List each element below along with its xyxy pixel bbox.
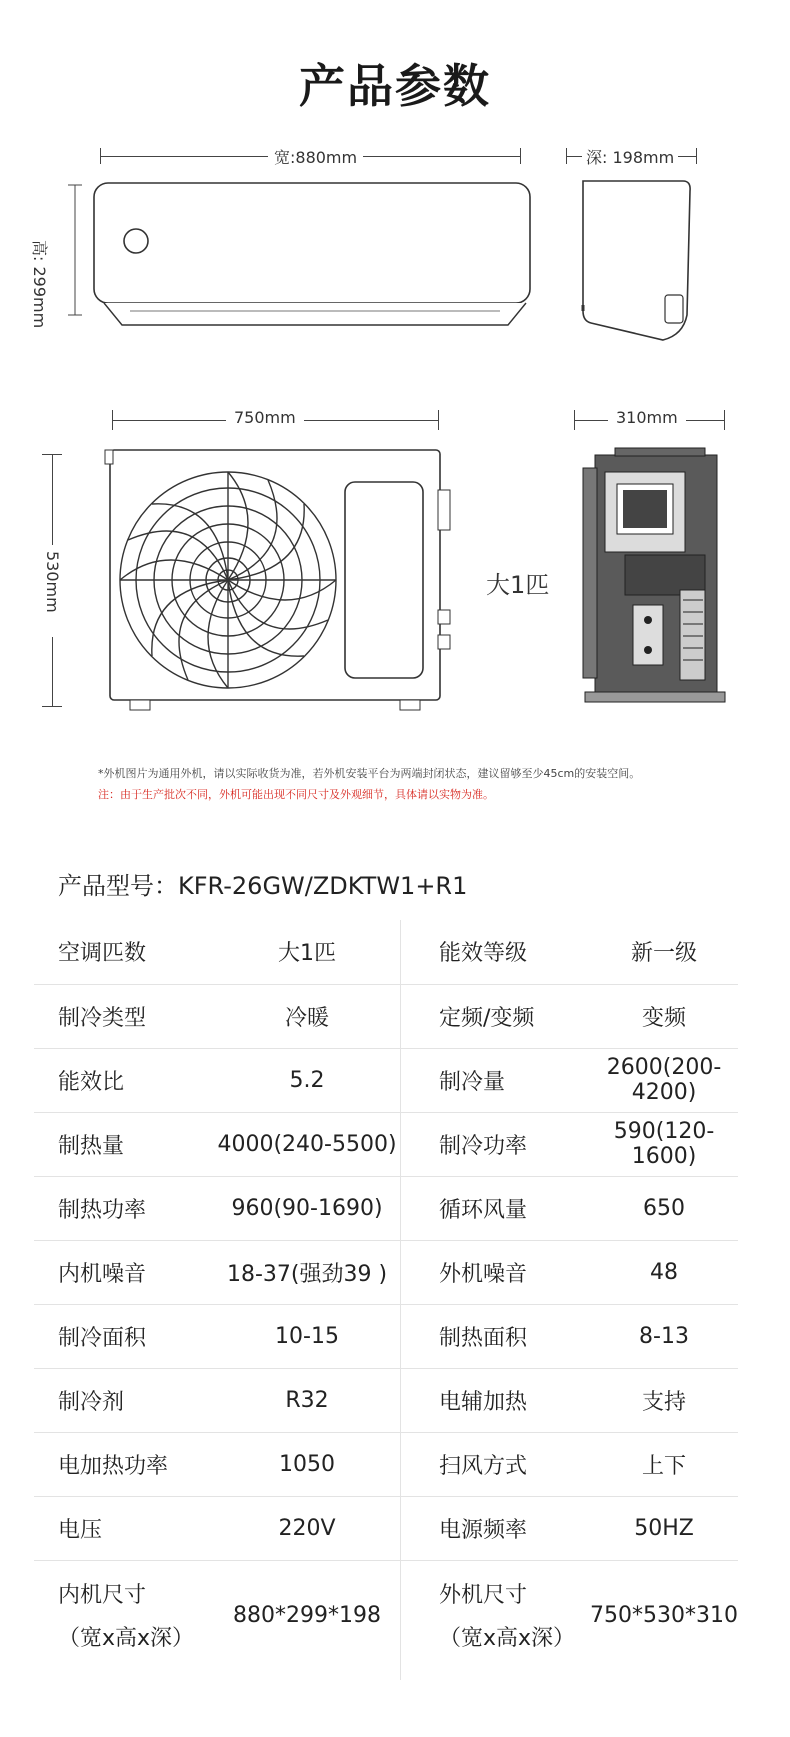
spec-key-line1: 内机尺寸 xyxy=(58,1583,147,1609)
spec-key: 定频/变频 xyxy=(438,1005,535,1031)
table-row xyxy=(34,1560,738,1670)
spec-value: R32 xyxy=(285,1387,329,1413)
dim-tick xyxy=(438,410,439,430)
spec-value: 2600(200-4200) xyxy=(606,1055,722,1105)
outdoor-depth-label: 310mm xyxy=(608,408,686,427)
spec-value: 220V xyxy=(278,1515,336,1541)
table-row xyxy=(34,1176,738,1240)
spec-key: 扫风方式 xyxy=(438,1453,527,1479)
table-row xyxy=(34,1112,738,1176)
table-row xyxy=(34,1240,738,1304)
spec-key: 循环风量 xyxy=(438,1197,527,1223)
spec-value: 冷暖 xyxy=(284,1005,329,1031)
outdoor-size-label: 大1匹 xyxy=(486,571,550,599)
spec-key-line2: （宽x高x深） xyxy=(438,1626,576,1652)
spec-key: 内机噪音 xyxy=(58,1261,147,1287)
outdoor-unit-front xyxy=(100,440,460,724)
table-row xyxy=(34,920,738,984)
spec-key xyxy=(405,1560,590,1670)
dim-tick xyxy=(112,410,113,430)
dim-tick xyxy=(574,410,575,430)
spec-key: 制冷类型 xyxy=(58,1005,147,1031)
spec-value: 5.2 xyxy=(289,1067,325,1093)
spec-key xyxy=(34,1560,209,1670)
indoor-height-label: 高: 299mm xyxy=(29,236,52,344)
spec-value: 18-37(强劲39 ) xyxy=(226,1261,388,1287)
indoor-unit-front xyxy=(60,175,540,339)
spec-value: 8-13 xyxy=(639,1323,689,1349)
dim-tick xyxy=(42,454,62,455)
spec-key: 能效比 xyxy=(58,1069,125,1095)
note-outdoor-image: *外机图片为通用外机，请以实际收货为准，若外机安装平台为两端封闭状态，建议留够至少45cm的安装空间。 xyxy=(98,767,641,780)
spec-key: 制热功率 xyxy=(58,1197,147,1223)
page-title: 产品参数 xyxy=(299,59,491,113)
spec-value: 变频 xyxy=(642,1005,687,1031)
outdoor-width-label: 750mm xyxy=(226,408,304,427)
note-production-batch: 注：由于生产批次不同，外机可能出现不同尺寸及外观细节，具体请以实物为准。 xyxy=(98,788,494,801)
dim-tick xyxy=(520,148,521,164)
spec-value: 750*530*310 xyxy=(590,1602,738,1628)
spec-key-line2: （宽x高x深） xyxy=(58,1626,195,1652)
outdoor-unit-side xyxy=(575,440,735,714)
dim-tick xyxy=(696,148,697,164)
spec-value: 1050 xyxy=(279,1451,335,1477)
spec-value: 48 xyxy=(650,1259,678,1285)
spec-key: 电辅加热 xyxy=(438,1389,527,1415)
indoor-width-label: 宽:880mm xyxy=(268,145,363,168)
spec-key: 制冷面积 xyxy=(58,1325,147,1351)
spec-key: 制热量 xyxy=(58,1133,125,1159)
spec-value: 960(90-1690) xyxy=(231,1195,383,1221)
spec-key: 空调匹数 xyxy=(58,941,147,967)
spec-value: 590(120-1600) xyxy=(613,1119,715,1169)
spec-value: 新一级 xyxy=(631,941,698,967)
spec-key-line1: 外机尺寸 xyxy=(438,1583,527,1609)
dim-tick xyxy=(566,148,567,164)
table-row xyxy=(34,1304,738,1368)
table-row xyxy=(34,1048,738,1112)
table-row xyxy=(34,984,738,1048)
spec-value: 650 xyxy=(643,1195,685,1221)
spec-value: 4000(240-5500) xyxy=(217,1131,397,1157)
spec-value: 上下 xyxy=(642,1453,687,1479)
spec-key: 外机噪音 xyxy=(438,1261,527,1287)
spec-table xyxy=(34,920,738,1670)
spec-key: 电压 xyxy=(58,1517,103,1543)
dim-tick xyxy=(724,410,725,430)
spec-key: 制热面积 xyxy=(438,1325,527,1351)
spec-key: 电加热功率 xyxy=(58,1453,169,1479)
spec-value: 50HZ xyxy=(634,1515,694,1541)
spec-value: 10-15 xyxy=(275,1323,339,1349)
indoor-depth-label: 深: 198mm xyxy=(582,145,678,168)
spec-key: 制冷功率 xyxy=(438,1133,527,1159)
spec-value: 880*299*198 xyxy=(233,1602,381,1628)
spec-key: 制冷剂 xyxy=(58,1389,125,1415)
model-number: 产品型号：KFR-26GW/ZDKTW1+R1 xyxy=(58,872,468,900)
dim-tick xyxy=(100,148,101,164)
table-row xyxy=(34,1432,738,1496)
table-row xyxy=(34,1368,738,1432)
spec-key: 电源频率 xyxy=(438,1517,527,1543)
spec-value: 支持 xyxy=(642,1389,687,1415)
outdoor-height-label: 530mm xyxy=(43,545,62,637)
indoor-unit-side xyxy=(575,175,705,349)
spec-key: 能效等级 xyxy=(438,941,527,967)
spec-key: 制冷量 xyxy=(438,1069,505,1095)
spec-value: 大1匹 xyxy=(278,941,336,967)
table-row xyxy=(34,1496,738,1560)
dim-tick xyxy=(42,706,62,707)
